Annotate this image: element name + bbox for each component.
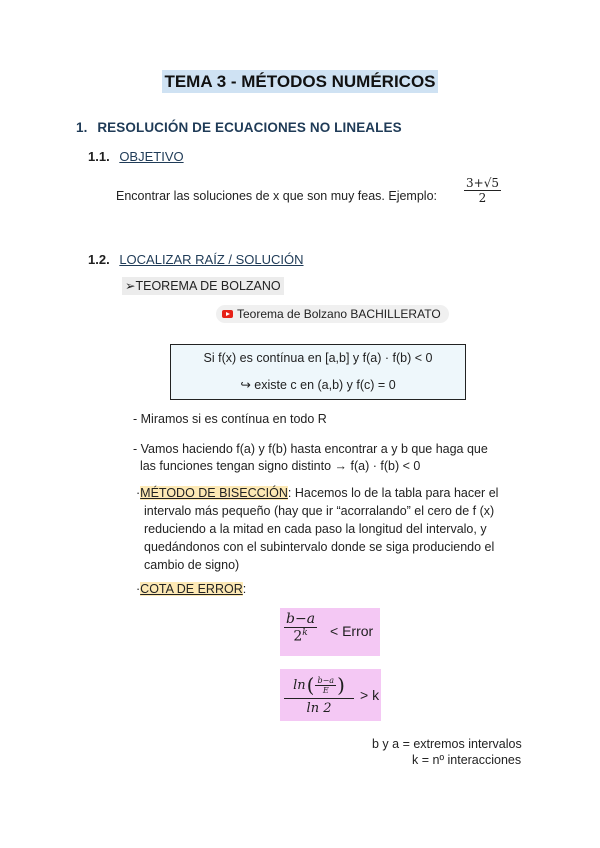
biseccion-bullet: ·	[136, 486, 141, 500]
error-formula	[280, 608, 380, 656]
bullet-search: - Vamos haciendo f(a) y f(b) hasta encontrar a y b que haga que	[133, 442, 488, 456]
biseccion-line-2: intervalo más pequeño (hay que ir “acorralando” el cero de f (x)	[144, 504, 495, 518]
subsection-1-1-number: 1.1.	[88, 149, 110, 164]
section-1-heading	[76, 120, 402, 135]
cota-heading	[136, 580, 246, 598]
example-fraction-numerator: 3+√5	[466, 176, 499, 190]
objective-text: Encontrar las soluciones de x que son muy feas. Ejemplo:	[116, 189, 438, 203]
section-1-title: RESOLUCIÓN DE ECUACIONES NO LINEALES	[97, 120, 402, 135]
bolzano-heading: ➢TEOREMA DE BOLZANO	[122, 277, 284, 295]
subsection-1-1-heading	[88, 149, 184, 164]
theorem-line-1: Si f(x) es contínua en [a,b] y f(a) · f(b) < 0	[203, 351, 433, 365]
error-numerator: b−a	[286, 611, 316, 627]
error-fraction	[284, 611, 317, 645]
cota-label: COTA DE ERROR	[140, 582, 243, 596]
cota-bullet: ·	[136, 582, 141, 596]
k-fraction: ln ( $\frac{b-a}{E}$ ) ln 2	[284, 672, 354, 716]
error-exponent: k	[302, 628, 308, 638]
ln-label: ln	[293, 677, 306, 693]
note-interacciones: k = nº interacciones	[412, 753, 522, 767]
note-extremos: b y a = extremos intervalos	[372, 737, 522, 751]
subsection-1-2-title: LOCALIZAR RAÍZ / SOLUCIÓN	[119, 252, 304, 267]
biseccion-label: MÉTODO DE BISECCIÓN	[140, 486, 288, 500]
k-formula	[280, 669, 381, 721]
k-denominator: ln 2	[306, 701, 332, 716]
example-fraction-denominator: 2	[478, 191, 487, 205]
example-fraction	[464, 176, 501, 205]
youtube-icon	[222, 310, 233, 318]
theorem-line-2: ↪ existe c en (a,b) y f(c) = 0	[240, 378, 396, 392]
biseccion-line-1: : Hacemos lo de la tabla para hacer el	[287, 486, 499, 500]
inner-numerator: b−a	[317, 675, 335, 685]
page-title-text: TEMA 3 - MÉTODOS NUMÉRICOS	[164, 72, 436, 91]
error-rhs: < Error	[330, 623, 374, 639]
biseccion-line-3: reduciendo a la mitad en cada paso la longitud del intervalo, y	[144, 522, 487, 536]
k-rhs: > k	[360, 687, 380, 703]
theorem-box	[170, 344, 466, 400]
page-title	[0, 72, 600, 92]
biseccion-paragraph	[136, 484, 536, 574]
section-1-number: 1.	[76, 120, 88, 135]
error-denominator: 2	[293, 628, 303, 645]
subsection-1-2-heading	[88, 252, 304, 267]
bullet-search-continued: las funciones tengan signo distinto → f(a) · f(b) < 0	[133, 459, 421, 473]
inner-fraction	[315, 676, 336, 695]
subsection-1-2-number: 1.2.	[88, 252, 110, 267]
inner-denominator: E	[322, 685, 329, 695]
cota-suffix: :	[242, 582, 247, 596]
video-link-chip[interactable]	[216, 305, 449, 323]
subsection-1-1-title: OBJETIVO	[119, 149, 184, 164]
bullet-continuity: - Miramos si es contínua en todo R	[133, 412, 327, 426]
biseccion-line-4: quedándonos con el subintervalo donde se siga produciendo el	[144, 540, 495, 554]
video-link-label: Teorema de Bolzano BACHILLERATO	[237, 307, 441, 321]
biseccion-line-5: cambio de signo)	[144, 558, 240, 572]
